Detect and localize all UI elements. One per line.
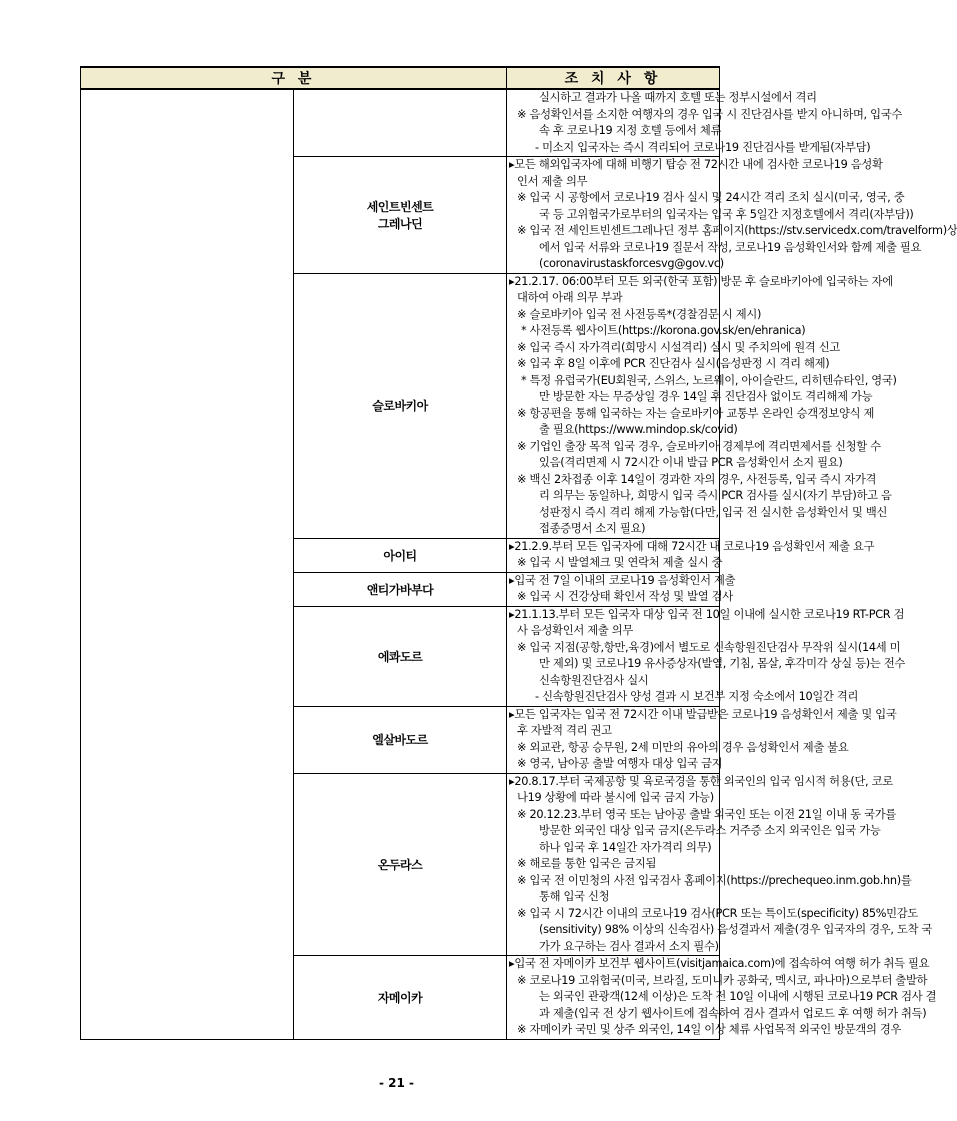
- measure-line: 나19 상황에 따라 불시에 입국 금지 가능): [517, 791, 714, 804]
- measure-line: ▸20.8.17.부터 국제공항 및 육로국경을 통한 외국인의 입국 임시적 허용(단, 코로: [509, 774, 893, 788]
- measure-line: 후 자발적 격리 권고: [517, 724, 612, 737]
- measures-cell: [507, 538, 875, 572]
- measure-line: ※ 슬로바키아 입국 전 사전등록*(경찰검문 시 제시): [517, 307, 762, 321]
- measure-line: ※ 입국 시 72시간 이내의 코로나19 검사(PCR 또는 특이도(specificity) 85%민감도: [517, 906, 919, 920]
- header-category: 구 분: [81, 67, 507, 89]
- measure-line: ※ 음성확인서를 소지한 여행자의 경우 입국 시 진단검사를 받지 아니하며, 입국수: [517, 107, 902, 121]
- measure-line: (coronavirustaskforcesvg@gov.vc): [539, 257, 724, 270]
- measure-line: ▸21.2.17. 06:00부터 모든 외국(한국 포함) 방문 후 슬로바키아에 입국하는 자에: [509, 274, 893, 288]
- measure-line: ▸21.1.13.부터 모든 입국자 대상 입국 전 10일 이내에 실시한 코로나19 RT-PCR 검: [509, 607, 905, 621]
- measures-cell: [507, 273, 897, 538]
- measure-line: ※ 20.12.23.부터 영국 또는 남아공 출발 외국인 또는 이전 21일 이내 동 국가를: [517, 807, 896, 821]
- country-cell: 아이티: [294, 538, 507, 572]
- measure-line: ※ 백신 2차접종 이후 14일이 경과한 자의 경우, 사전등록, 입국 즉시 자가격: [517, 472, 877, 486]
- measure-line: ※ 외교관, 항공 승무원, 2세 미만의 유아의 경우 음성확인서 제출 불요: [517, 740, 849, 754]
- table-body: [81, 89, 957, 1039]
- measure-line: ※ 기업인 출장 목적 입국 경우, 슬로바키아 경제부에 격리면제서를 신청할 수: [517, 439, 881, 453]
- measure-line: 있음(격리면제 시 72시간 이내 발급 PCR 음성확인서 소지 필요): [539, 456, 843, 469]
- measure-line: ※ 입국 시 건강상태 확인서 작성 및 발열 검사: [517, 590, 733, 603]
- measure-line: * 특정 유럽국가(EU회원국, 스위스, 노르웨이, 아이슬란드, 리히텐슈타인, 영국): [521, 373, 897, 387]
- measure-line: ※ 해로를 통한 입국은 금지됨: [517, 857, 657, 870]
- measure-line: ▸모든 해외입국자에 대해 비행기 탑승 전 72시간 내에 검사한 코로나19 음성확: [509, 158, 883, 171]
- measure-line: 인서 제출 의무: [517, 174, 588, 188]
- measure-line: 과 제출(입국 전 상기 웹사이트에 접속하여 검사 결과서 업로드 후 여행 허가 취득): [539, 1006, 927, 1020]
- measure-line: 속 후 코로나19 지정 호텔 등에서 체류: [539, 124, 722, 137]
- measure-line: 출 필요(https://www.mindop.sk/covid): [539, 423, 738, 436]
- measure-line: ※ 입국 후 8일 이후에 PCR 진단검사 실시(음성판정 시 격리 해제): [517, 357, 830, 370]
- country-cell: 엘살바도르: [294, 706, 507, 773]
- measure-line: ※ 코로나19 고위험국(미국, 브라질, 도미니카 공화국, 멕시코, 파나마)으로부터 출발하: [517, 973, 928, 987]
- measure-line: 통해 입국 신청: [539, 890, 610, 903]
- country-cell: 에콰도르: [294, 606, 507, 706]
- measure-line: - 신속항원진단검사 양성 결과 시 보건부 지정 숙소에서 10일간 격리: [535, 690, 859, 703]
- measure-line: 방문한 외국인 대상 입국 금지(온두라스 거주증 소지 외국인은 입국 가능: [539, 824, 881, 837]
- page-number: - 21 -: [378, 1076, 414, 1090]
- table-row: [81, 89, 720, 157]
- measures-cell: [507, 773, 933, 956]
- measures-cell: [507, 956, 937, 1040]
- measure-line: 리 의무는 동일하나, 희망시 입국 즉시 PCR 검사를 실시(자기 부담)하고 음: [539, 489, 892, 502]
- country-cell: [294, 89, 507, 157]
- measure-line: 에서 입국 서류와 코로나19 질문서 작성, 코로나19 음성확인서와 함께 제출 필요: [539, 240, 922, 254]
- measure-line: ※ 입국 즉시 자가격리(희망시 시설격리) 실시 및 주치의에 원격 신고: [517, 340, 840, 354]
- measure-line: ※ 영국, 남아공 출발 여행자 대상 입국 금지: [517, 757, 723, 770]
- measure-line: ▸모든 입국자는 입국 전 72시간 이내 발급받은 코로나19 음성확인서 제출 및 입국: [509, 707, 897, 721]
- measure-line: ※ 입국 지점(공항,항만,육경)에서 별도로 신속항원진단검사 무작위 실시(14세 미: [517, 640, 901, 654]
- blank-column: [81, 89, 294, 1039]
- measures-cell: [507, 572, 736, 606]
- measures-cell: [507, 706, 897, 773]
- measure-line: 국 등 고위험국가로부터의 입국자는 입국 후 5일간 지정호텔에서 격리(자부담)): [539, 207, 914, 221]
- measures-cell: [507, 89, 902, 157]
- measure-line: ▸21.2.9.부터 모든 입국자에 대해 72시간 내 코로나19 음성확인서 제출 요구: [509, 539, 875, 553]
- measure-line: 대하여 아래 의무 부과: [517, 291, 623, 304]
- measures-cell: [507, 157, 957, 274]
- measure-line: 만 제외) 및 코로나19 유사증상자(발열, 기침, 몸살, 후각미각 상실 등)는 전수: [539, 657, 906, 670]
- measures-table: [80, 66, 957, 1040]
- measure-line: ※ 입국 시 공항에서 코로나19 검사 실시 및 24시간 격리 조치 실시(미국, 영국, 중: [517, 191, 905, 204]
- table-header-row: [81, 67, 720, 89]
- measure-line: ▸입국 전 자메이카 보건부 웹사이트(visitjamaica.com)에 접속하여 여행 허가 취득 필요: [509, 957, 930, 970]
- measure-line: 접종증명서 소지 필요): [539, 522, 646, 535]
- measure-line: ※ 입국 전 이민청의 사전 입국검사 홈페이지(https://prechequeo.inm.gob.hn)를: [517, 873, 912, 887]
- measure-line: * 사전등록 웹사이트(https://korona.gov.sk/en/ehranica): [521, 324, 806, 337]
- measure-line: ※ 항공편을 통해 입국하는 자는 슬로바키아 교통부 온라인 승객정보양식 제: [517, 406, 875, 420]
- measure-line: ▸입국 전 7일 이내의 코로나19 음성확인서 제출: [509, 573, 736, 587]
- measure-line: 하나 입국 후 14일간 자가격리 의무): [539, 840, 712, 854]
- measure-line: ※ 자메이카 국민 및 상주 외국인, 14일 이상 체류 사업목적 외국인 방문객의 경우: [517, 1023, 902, 1036]
- country-cell: 세인트빈센트 그레나딘: [294, 157, 507, 274]
- measure-line: (sensitivity) 98% 이상의 신속검사) 음성결과서 제출(경우 입국자의 경우, 도착 국: [539, 923, 933, 936]
- country-cell: 온두라스: [294, 773, 507, 956]
- measure-line: 신속항원진단검사 실시: [539, 673, 649, 687]
- measures-cell: [507, 606, 906, 706]
- measure-line: 는 외국인 관광객(12세 이상)은 도착 전 10일 이내에 시행된 코로나19 PCR 검사 결: [539, 990, 937, 1003]
- measure-line: 가가 요구하는 검사 결과서 소지 필수): [539, 939, 719, 953]
- measure-line: ※ 입국 시 발열체크 및 연락처 제출 실시 중: [517, 556, 723, 569]
- country-cell: 자메이카: [294, 956, 507, 1040]
- country-cell: 앤티가바부다: [294, 572, 507, 606]
- measure-line: 사 음성확인서 제출 의무: [517, 624, 634, 637]
- measure-line: 실시하고 결과가 나올 때까지 호텔 또는 정부시설에서 격리: [539, 91, 817, 104]
- country-cell: 슬로바키아: [294, 273, 507, 538]
- measure-line: 성판정시 즉시 격리 해제 가능함(다만, 입국 전 실시한 음성확인서 및 백신: [539, 505, 888, 519]
- measure-line: ※ 입국 전 세인트빈센트그레나딘 정부 홈페이지(https://stv.servicedx.com/travelform)상: [517, 224, 957, 237]
- measure-line: 만 방문한 자는 무증상일 경우 14일 후 진단검사 없이도 격리해제 가능: [539, 390, 873, 403]
- measure-line: - 미소지 입국자는 즉시 격리되어 코로나19 진단검사를 받게됨(자부담): [535, 140, 871, 154]
- header-measures: 조 치 사 항: [507, 67, 720, 89]
